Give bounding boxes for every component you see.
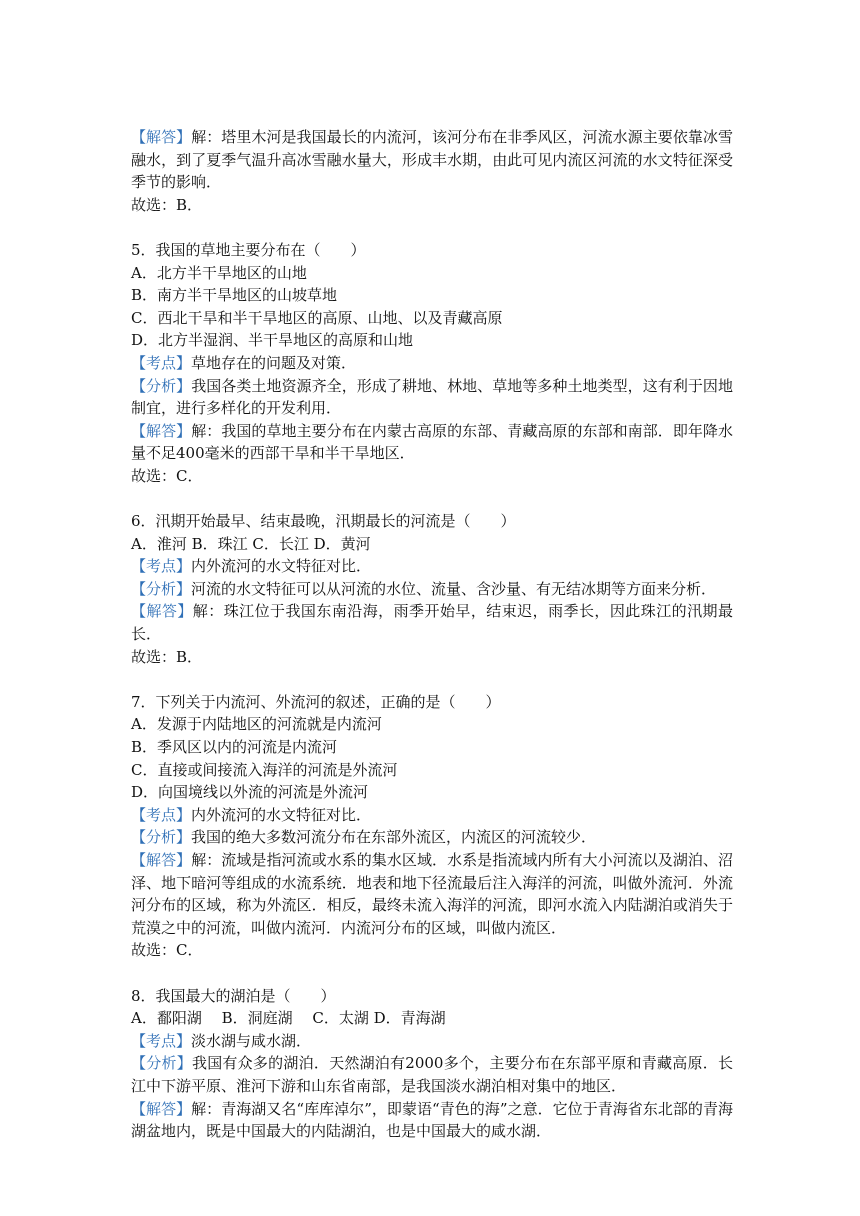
question-stem: 6．汛期开始最早、结束最晚，汛期最长的河流是（ ） [131,512,516,531]
point-tag: 【考点】 [131,1031,192,1050]
analysis-block [131,1052,733,1097]
choice-line: 故选：C． [131,466,203,485]
analysis-text: 河流的水文特征可以从河流的水位、流量、含沙量、有无结冰期等方面来分析． [191,579,717,598]
answer-block [131,849,733,939]
option: A．发源于内陆地区的河流就是内流河 [131,715,382,734]
answer-block [131,1098,733,1143]
answer-text: 解：我国的草地主要分布在内蒙古高原的东部、青藏高原的东部和南部．即年降水量不足400毫米的西部干旱和半干旱地区． [131,421,733,463]
option: A．淮河 B．珠江 C．长江 D．黄河 [131,534,371,553]
answer-tag: 【解答】 [131,421,192,440]
option: D．北方半湿润、半干旱地区的高原和山地 [131,331,414,350]
answer-tag: 【解答】 [131,128,192,146]
answer-block [131,420,733,465]
option: C．西北干旱和半干旱地区的高原、山地、以及青藏高原 [131,308,503,327]
analysis-block [131,578,733,601]
analysis-tag: 【分析】 [131,1054,192,1073]
option: B．南方半干旱地区的山坡草地 [131,286,338,305]
spacer [131,668,733,691]
spacer [131,962,733,985]
spacer [131,488,733,511]
question-7 [131,691,733,962]
answer-tag: 【解答】 [131,602,193,621]
option: A．北方半干旱地区的山地 [131,263,307,282]
intro-choice: 故选：B． [131,195,203,214]
answer-tag: 【解答】 [131,1099,192,1118]
point-tag: 【考点】 [131,557,192,576]
intro-answer [131,126,733,194]
option: C．直接或间接流入海洋的河流是外流河 [131,760,398,779]
analysis-text: 我国各类土地资源齐全，形成了耕地、林地、草地等多种土地类型，这有利于因地制宜，进行多样化的开发利用． [131,376,733,418]
question-stem: 5．我国的草地主要分布在（ ） [131,240,366,259]
point-text: 内外流河的水文特征对比． [191,557,372,576]
analysis-text: 我国的绝大多数河流分布在东部外流区，内流区的河流较少． [191,828,597,847]
point-text: 内外流河的水文特征对比． [191,805,372,824]
option: D．向国境线以外流的河流是外流河 [131,783,369,802]
point-line [131,804,733,827]
answer-text: 解：珠江位于我国东南沿海，雨季开始早，结束迟，雨季长，因此珠江的汛期最长． [131,602,733,644]
option: B．季风区以内的河流是内流河 [131,738,338,757]
question-stem: 7．下列关于内流河、外流河的叙述，正确的是（ ） [131,692,501,711]
analysis-tag: 【分析】 [131,579,192,598]
spacer [131,216,733,239]
answer-text: 解：流域是指河流或水系的集水区域．水系是指流域内所有大小河流以及湖泊、沼泽、地下暗河等组成的水流系统．地表和地下径流最后注入海洋的河流，叫做外流河．外流河分布的区域，称为外流区．相反，最终未流入海洋的河流，即河水流入内陆湖泊或消失于荒漠之中的河流，叫做内流河．内流河分布的区域，叫做内流区． [131,851,733,937]
question-5 [131,239,733,488]
point-line [131,352,733,375]
choice-line: 故选：B． [131,647,203,666]
analysis-tag: 【分析】 [131,376,192,395]
point-tag: 【考点】 [131,353,192,372]
document-page [131,126,733,1143]
answer-text: 解：青海湖又名“库库淖尔”，即蒙语“青色的海”之意．它位于青海省东北部的青海湖盆地内，既是中国最大的内陆湖泊，也是中国最大的咸水湖． [131,1099,733,1141]
question-8 [131,985,733,1143]
question-6 [131,510,733,668]
answer-block [131,600,733,645]
analysis-tag: 【分析】 [131,828,192,847]
point-tag: 【考点】 [131,805,192,824]
point-text: 草地存在的问题及对策． [191,353,357,372]
option: A．鄱阳湖 B．洞庭湖 C．太湖 D．青海湖 [131,1009,446,1028]
analysis-block [131,826,733,849]
choice-line: 故选：C． [131,941,203,960]
point-line [131,555,733,578]
question-stem: 8．我国最大的湖泊是（ ） [131,986,336,1005]
answer-tag: 【解答】 [131,851,192,869]
point-line [131,1030,733,1053]
point-text: 淡水湖与咸水湖． [191,1031,312,1050]
analysis-text: 我国有众多的湖泊．天然湖泊有2000多个，主要分布在东部平原和青藏高原．长江中下游平原、淮河下游和山东省南部，是我国淡水湖泊相对集中的地区． [131,1054,733,1095]
analysis-block [131,375,733,420]
intro-answer-text: 解：塔里木河是我国最长的内流河，该河分布在非季风区，河流水源主要依靠冰雪融水，到了夏季气温升高冰雪融水量大，形成丰水期，由此可见内流区河流的水文特征深受季节的影响． [131,128,733,192]
